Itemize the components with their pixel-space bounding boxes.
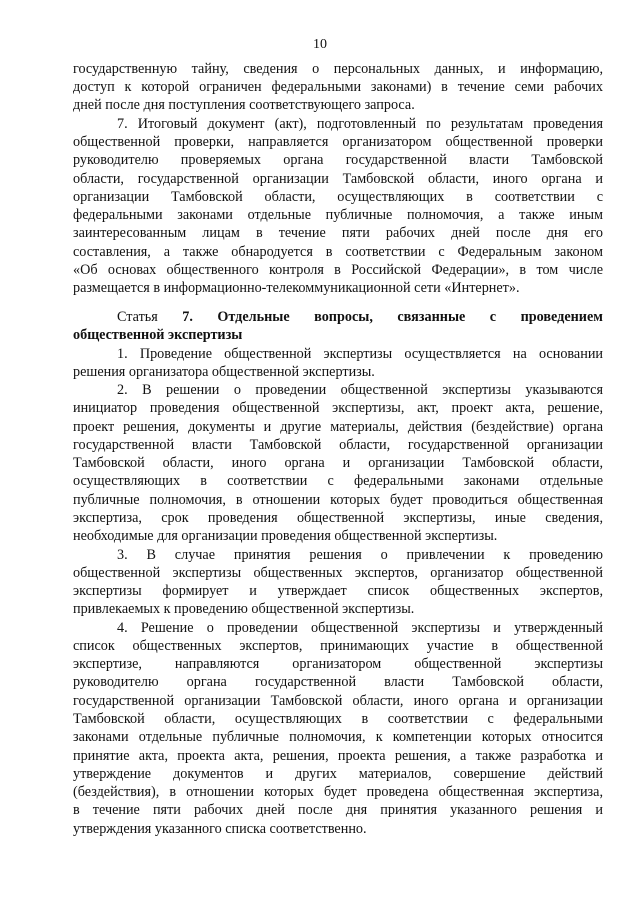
text-line: список общественных экспертов, принимающих участие в общественной	[73, 638, 603, 654]
text-line: законами отдельные публичные полномочия, к компетенции которых относится	[73, 729, 603, 745]
heading-word: с	[489, 309, 497, 325]
text-line: принятие акта, проекта акта, решения, проекта решения, а также разработка и	[73, 748, 603, 764]
text-line: необходимые для организации проведения общественной экспертизы.	[73, 528, 498, 544]
text-line: доступ к которой ограничен федеральными законами) в течение семи рабочих	[73, 79, 603, 95]
text-line: руководителю проверяемых органа государственной власти Тамбовской	[73, 152, 603, 168]
heading-word: Отдельные	[217, 309, 290, 325]
page-number: 10	[313, 37, 327, 52]
text-line: экспертизе, направляются организатором общественной экспертизы	[73, 656, 603, 672]
text-line: общественной проверки, направляется организатором общественной проверки	[73, 134, 603, 150]
text-line: Тамбовской области, иного органа и организации Тамбовской области,	[73, 455, 603, 471]
text-line: федеральными законами отдельные публичные полномочия, а также иным	[73, 207, 603, 223]
text-line: инициатор проведения общественной экспертизы, акт, проект акта, решение,	[73, 400, 603, 416]
heading-word: Статья	[117, 309, 158, 325]
heading-word: вопросы,	[314, 309, 373, 325]
text-line: размещается в информационно-телекоммуникационной сети «Интернет».	[73, 280, 520, 296]
text-line: руководителю органа государственной власти Тамбовской области,	[73, 674, 603, 690]
text-line: проект решения, документы и другие материалы, действия (бездействие) органа	[73, 419, 603, 435]
heading-word: проведением	[520, 309, 603, 325]
text-line: утверждение документов и других материалов, совершение действий	[73, 766, 603, 782]
text-line: решения организатора общественной экспертизы.	[73, 364, 375, 380]
text-line: составления, а также обнародуется в соответствии с Федеральным законом	[73, 244, 603, 260]
text-line: Тамбовской области, осуществляющих в соответствии с федеральными	[73, 711, 603, 727]
text-line: организации Тамбовской области, осуществляющих в соответствии с	[73, 189, 603, 205]
text-line: 7. Итоговый документ (акт), подготовленный по результатам проведения	[117, 116, 603, 132]
text-line: 2. В решении о проведении общественной экспертизы указываются	[117, 382, 603, 398]
text-line: заинтересованным лицам в течение пяти рабочих дней после дня его	[73, 225, 603, 241]
text-line: дней после дня поступления соответствующего запроса.	[73, 97, 415, 113]
text-line: «Об основах общественного контроля в Российской Федерации», в том числе	[73, 262, 603, 278]
heading-word: связанные	[397, 309, 466, 325]
text-line: государственной организации Тамбовской области, иного органа и организации	[73, 693, 603, 709]
article-heading-line	[117, 309, 603, 326]
text-line: экспертизы формирует и утверждает список общественных экспертов,	[73, 583, 603, 599]
text-line: 4. Решение о проведении общественной экспертизы и утвержденный	[117, 620, 603, 636]
text-line: осуществляющих в соответствии с федеральными законами отдельные	[73, 473, 603, 489]
text-line: 3. В случае принятия решения о привлечении к проведению	[117, 547, 603, 563]
text-line: экспертиза, срок проведения общественной экспертизы, иные сведения,	[73, 510, 603, 526]
text-line: области, государственной организации Тамбовской области, иного органа и	[73, 171, 603, 187]
text-line: 1. Проведение общественной экспертизы осуществляется на основании	[117, 346, 603, 362]
text-line: в течение пяти рабочих дней после дня принятия указанного решения и	[73, 802, 603, 818]
text-line: привлекаемых к проведению общественной экспертизы.	[73, 601, 415, 617]
text-line: государственную тайну, сведения о персональных данных, и информацию,	[73, 61, 603, 77]
article-heading-line: общественной экспертизы	[73, 327, 243, 343]
text-line: государственной власти Тамбовской области, государственной организации	[73, 437, 603, 453]
text-line: публичные полномочия, в отношении которых будет проводиться общественная	[73, 492, 603, 508]
text-line: общественной экспертизы общественных экспертов, организатор общественной	[73, 565, 603, 581]
text-line: утверждения указанного списка соответственно.	[73, 821, 367, 837]
heading-word: 7.	[182, 309, 193, 325]
text-line: (бездействия), в отношении которых будет проведена общественная экспертиза,	[73, 784, 603, 800]
